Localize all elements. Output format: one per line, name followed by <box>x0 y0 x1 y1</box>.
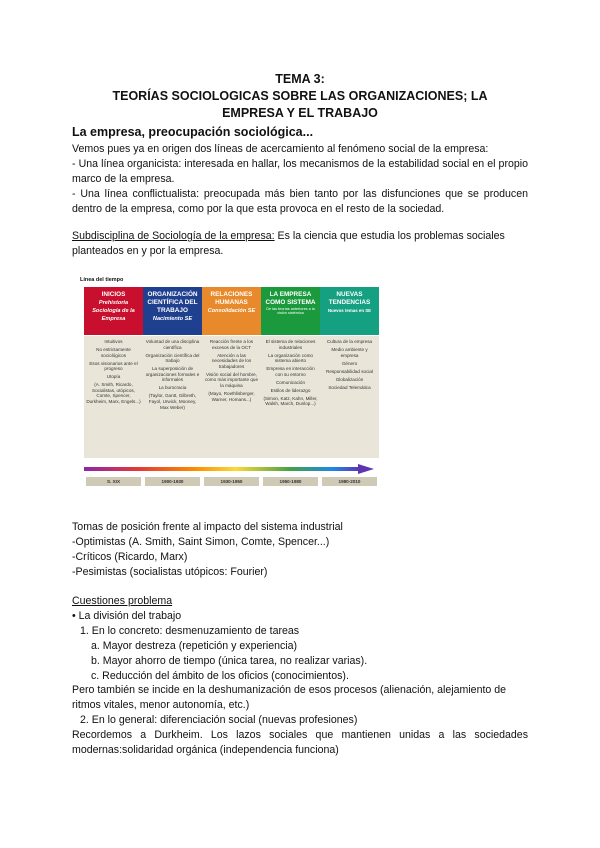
cuestiones-item-2: 2. En lo general: diferenciación social (nuevas profesiones) <box>80 714 358 726</box>
column-5-body <box>320 336 379 458</box>
column-3-item: Atención a las necesidades de los trabajadores <box>211 352 252 369</box>
title-line-1: TEMA 3: <box>275 72 325 86</box>
date-1: S. XIX <box>86 477 141 486</box>
column-2-title: ORGANIZACIÓN CIENTÍFICA DEL TRABAJO <box>147 291 198 314</box>
timeline-column-2 <box>143 287 202 493</box>
column-3-title: RELACIONES HUMANAS <box>210 291 253 306</box>
column-3-item: Visión social del hombre, como más importante que la máquina <box>204 371 259 388</box>
section-heading: La empresa, preocupación sociológica... <box>72 125 314 139</box>
subdiscipline-text: Es la ciencia que estudia los problemas sociales planteados en y por la empresa. <box>72 230 505 258</box>
column-3-item: (Mayo, Roethlisberger, Warner, Homans...) <box>208 390 255 402</box>
column-4-item: (Simon, Katz, Kahn, Miller, Walsh, March, Dunlop...) <box>263 395 318 407</box>
cuestiones-bullet: • La división del trabajo <box>72 610 182 622</box>
column-4-item: Estilos de liderazgo <box>270 387 311 393</box>
cuestiones-item-c: c. Reducción del ámbito de los oficios (conocimientos). <box>91 670 349 682</box>
column-1-title: INICIOS <box>101 291 126 298</box>
column-1-item: Utopía <box>106 374 121 380</box>
date-4: 1950-1980 <box>263 477 318 486</box>
timeline-label: Línea del tiempo <box>80 277 124 283</box>
cuestiones-item-1: 1. En lo concreto: desmenuzamiento de tareas <box>80 625 300 637</box>
title-line-2: TEORÍAS SOCIOLOGICAS SOBRE LAS ORGANIZACIONES; LA <box>112 89 488 103</box>
column-2-subtitle: Nacimiento SE <box>152 316 193 322</box>
cuestiones-paragraph: Pero también se incide en la deshumanización de esos procesos (alienación, alejamiento de ritmos vitales, menor autonomía, etc.) <box>72 684 507 712</box>
column-4-item: La organización como sistema abierto <box>268 352 313 364</box>
column-2-item: La superposición de organizaciones formales e informales <box>145 366 200 383</box>
intro-paragraph: Vemos pues ya en origen dos líneas de acercamiento al fenómeno social de la empresa: <box>72 143 489 155</box>
title-line-3: EMPRESA Y EL TRABAJO <box>222 106 378 120</box>
column-2-item: La burocracia <box>158 385 187 391</box>
tomas-heading: Tomas de posición frente al impacto del sistema industrial <box>72 521 343 533</box>
column-4-body <box>261 336 320 458</box>
column-4-item: Empresa en interacción con su entorno <box>266 366 315 377</box>
organicist-line: - Una línea organicista: interesada en hallar, los mecanismos de la estabilidad social en el propio marco de la empresa. <box>72 158 528 186</box>
column-5-item: Globalización <box>335 376 364 382</box>
column-5-item: Cultura de la empresa <box>326 339 373 344</box>
column-1-body <box>84 336 143 458</box>
column-3-subtitle: Consolidación SE <box>207 308 256 314</box>
timeline-dates <box>84 477 380 487</box>
column-1-subtitle: Prehistoria Sociología de la Empresa <box>92 300 135 322</box>
timeline-arrow <box>84 464 374 474</box>
column-2-item: Voluntad de una disciplina científica <box>145 339 200 350</box>
durkheim-paragraph: Recordemos a Durkheim. Los lazos sociales que mantienen unidas a las sociedades modernas:solidaridad orgánica (independencia funciona) <box>72 729 528 757</box>
timeline-column-1 <box>84 287 143 493</box>
column-2-item: (Taylor, Gantt, Gilbreth, Fayol, Urwick, Mooney, Max Weber) <box>148 393 197 410</box>
column-1-header <box>84 287 143 335</box>
date-5: 1980-2010 <box>322 477 377 486</box>
column-5-item: Responsabilidad social <box>326 368 373 374</box>
column-2-body <box>143 336 202 458</box>
column-2-header <box>143 287 202 335</box>
tomas-optimistas: -Optimistas (A. Smith, Saint Simon, Comte, Spencer...) <box>72 536 330 548</box>
cuestiones-heading: Cuestiones problema <box>72 595 173 607</box>
column-2-item: Organización científica del trabajo <box>145 352 200 364</box>
date-3: 1930-1950 <box>204 477 259 486</box>
column-5-item: Sociedad Telemática <box>328 384 371 390</box>
column-3-item: Reacción frente a los excesos de la OCT <box>209 339 254 350</box>
column-1-item: (A. Smith, Ricardo, Socialistas, utópicos, Comte, Spencer, Durkheim, Marx, Engels...) <box>86 382 141 404</box>
column-5-header <box>320 287 379 335</box>
column-4-header <box>261 287 320 335</box>
column-5-title: NUEVAS TENDENCIAS <box>328 291 371 306</box>
timeline-column-5 <box>320 287 379 493</box>
column-3-header <box>202 287 261 335</box>
column-4-title: LA EMPRESA COMO SISTEMA <box>265 291 316 306</box>
timeline-column-3 <box>202 287 261 493</box>
column-4-item: Comunicación <box>275 379 306 385</box>
column-5-item: Medio ambiente y empresa <box>331 346 368 358</box>
column-4-item: El sistema de relaciones industriales <box>265 339 316 350</box>
conflict-line: - Una línea conflictualista: preocupada más bien tanto por las disfunciones que se producen dentro de la empresa, como por la que esta provoca en el resto de la sociedad. <box>72 188 528 216</box>
date-2: 1900-1930 <box>145 477 200 486</box>
cuestiones-item-a: a. Mayor destreza (repetición y experiencia) <box>91 640 298 652</box>
cuestiones-item-b: b. Mayor ahorro de tiempo (única tarea, no realizar varias). <box>91 655 368 667</box>
column-1-item: Esos visionarios ante el progreso <box>89 360 138 372</box>
column-5-item: Género <box>341 360 358 366</box>
column-5-subtitle: Nuevos temas en SE <box>327 308 372 313</box>
timeline-figure <box>80 277 376 491</box>
column-1-item: No estrictamente sociológicos <box>96 346 131 358</box>
column-1-item: Intuitivos <box>104 339 123 344</box>
column-3-body <box>202 336 261 458</box>
subdiscipline-label: Subdisciplina de Sociología de la empresa: <box>72 230 275 242</box>
column-4-subtitle: De las teorías anteriores a la visión sistémica <box>266 307 315 316</box>
tomas-pesimistas: -Pesimistas (socialistas utópicos: Fourier) <box>72 566 268 578</box>
timeline-column-4 <box>261 287 320 493</box>
subdiscipline-paragraph <box>72 229 528 260</box>
tomas-criticos: -Críticos (Ricardo, Marx) <box>72 551 188 563</box>
